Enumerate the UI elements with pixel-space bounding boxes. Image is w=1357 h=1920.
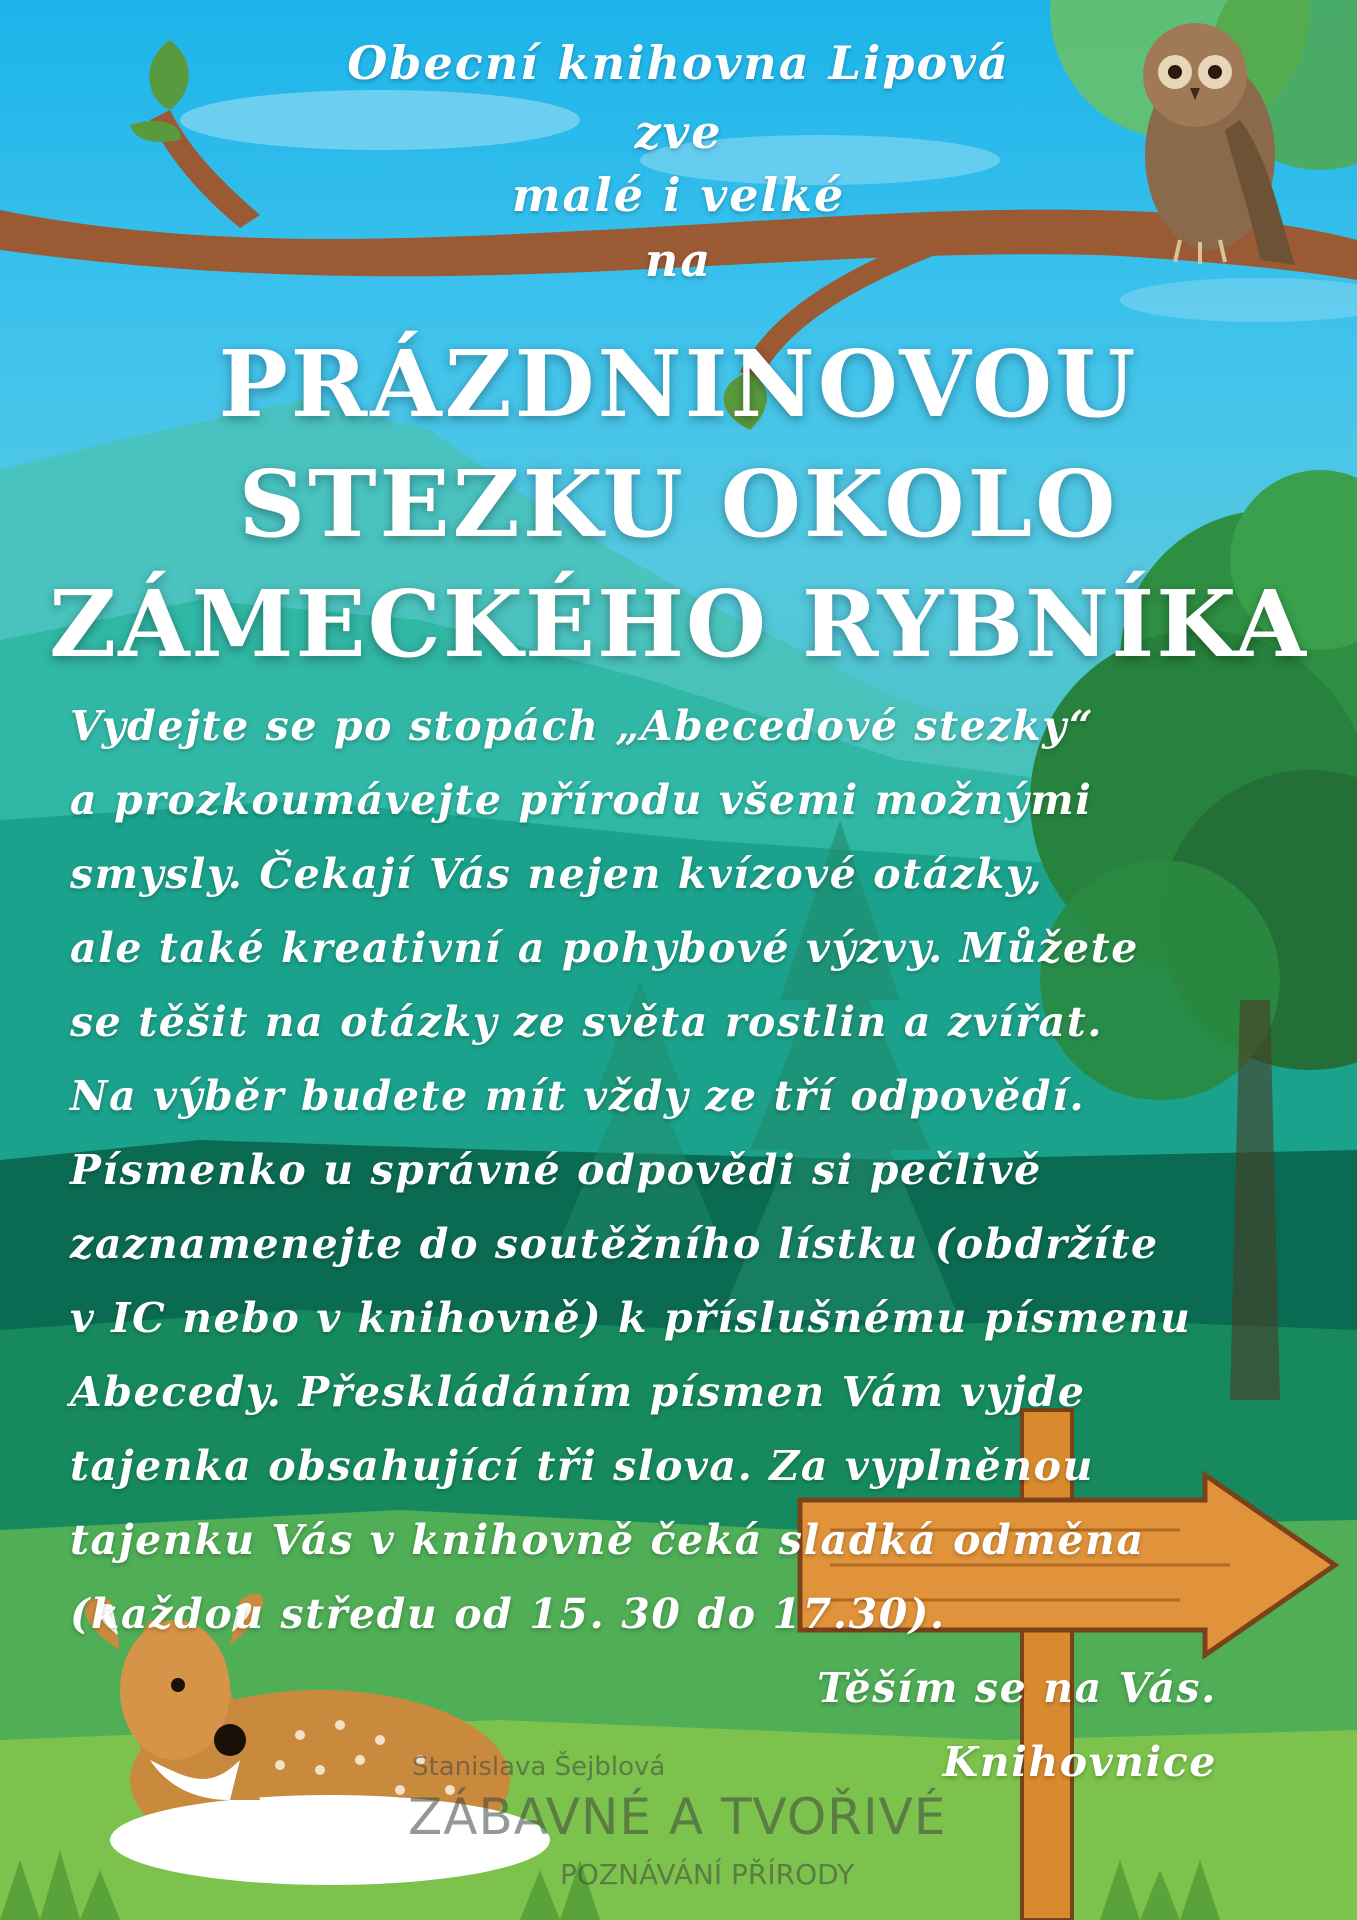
body-line: Písmenko u správné odpovědi si pečlivě [70, 1146, 1042, 1194]
body-line: smysly. Čekají Vás nejen kvízové otázky, [70, 850, 1044, 898]
logo-subtitle: POZNÁVÁNÍ PŘÍRODY [560, 1858, 855, 1891]
title-line-3: ZÁMECKÉHO RYBNÍKA [49, 570, 1308, 678]
body-line: (každou středu od 15. 30 do 17.30). [70, 1590, 946, 1638]
body-line: ale také kreativní a pohybové výzvy. Můžete [70, 924, 1139, 972]
closing-greeting: Těším se na Vás. [817, 1664, 1217, 1712]
body-line: Abecedy. Přeskládáním písmen Vám vyjde [70, 1368, 1086, 1416]
body-line: tajenku Vás v knihovně čeká sladká odměna [70, 1516, 1145, 1564]
body-line: tajenka obsahující tři slova. Za vyplněnou [70, 1442, 1095, 1490]
header-to: na [644, 233, 713, 287]
body-line: a prozkoumávejte přírodu všemi možnými [70, 776, 1093, 824]
title-line-2: STEZKU OKOLO [238, 450, 1119, 558]
body-line: se těšit na otázky ze světa rostlin a zvířat. [70, 998, 1104, 1046]
header-audience: malé i velké [511, 168, 846, 222]
closing-signature: Knihovnice [942, 1738, 1217, 1786]
header-library-name: Obecní knihovna Lipová [347, 36, 1010, 90]
body-line: v IC nebo v knihovně) k příslušnému písmenu [70, 1294, 1192, 1342]
body-line: Na výběr budete mít vždy ze tří odpovědí. [70, 1072, 1086, 1120]
header-invites: zve [634, 105, 723, 159]
body-line: zaznamenejte do soutěžního lístku (obdržíte [70, 1220, 1159, 1268]
logo-author: Stanislava Šejblová [412, 1752, 666, 1782]
logo-title: ZÁBAVNÉ A TVOŘIVÉ [408, 1788, 947, 1846]
body-line: Vydejte se po stopách „Abecedové stezky“ [70, 702, 1095, 750]
title-line-1: PRÁZDNINOVOU [218, 330, 1139, 438]
